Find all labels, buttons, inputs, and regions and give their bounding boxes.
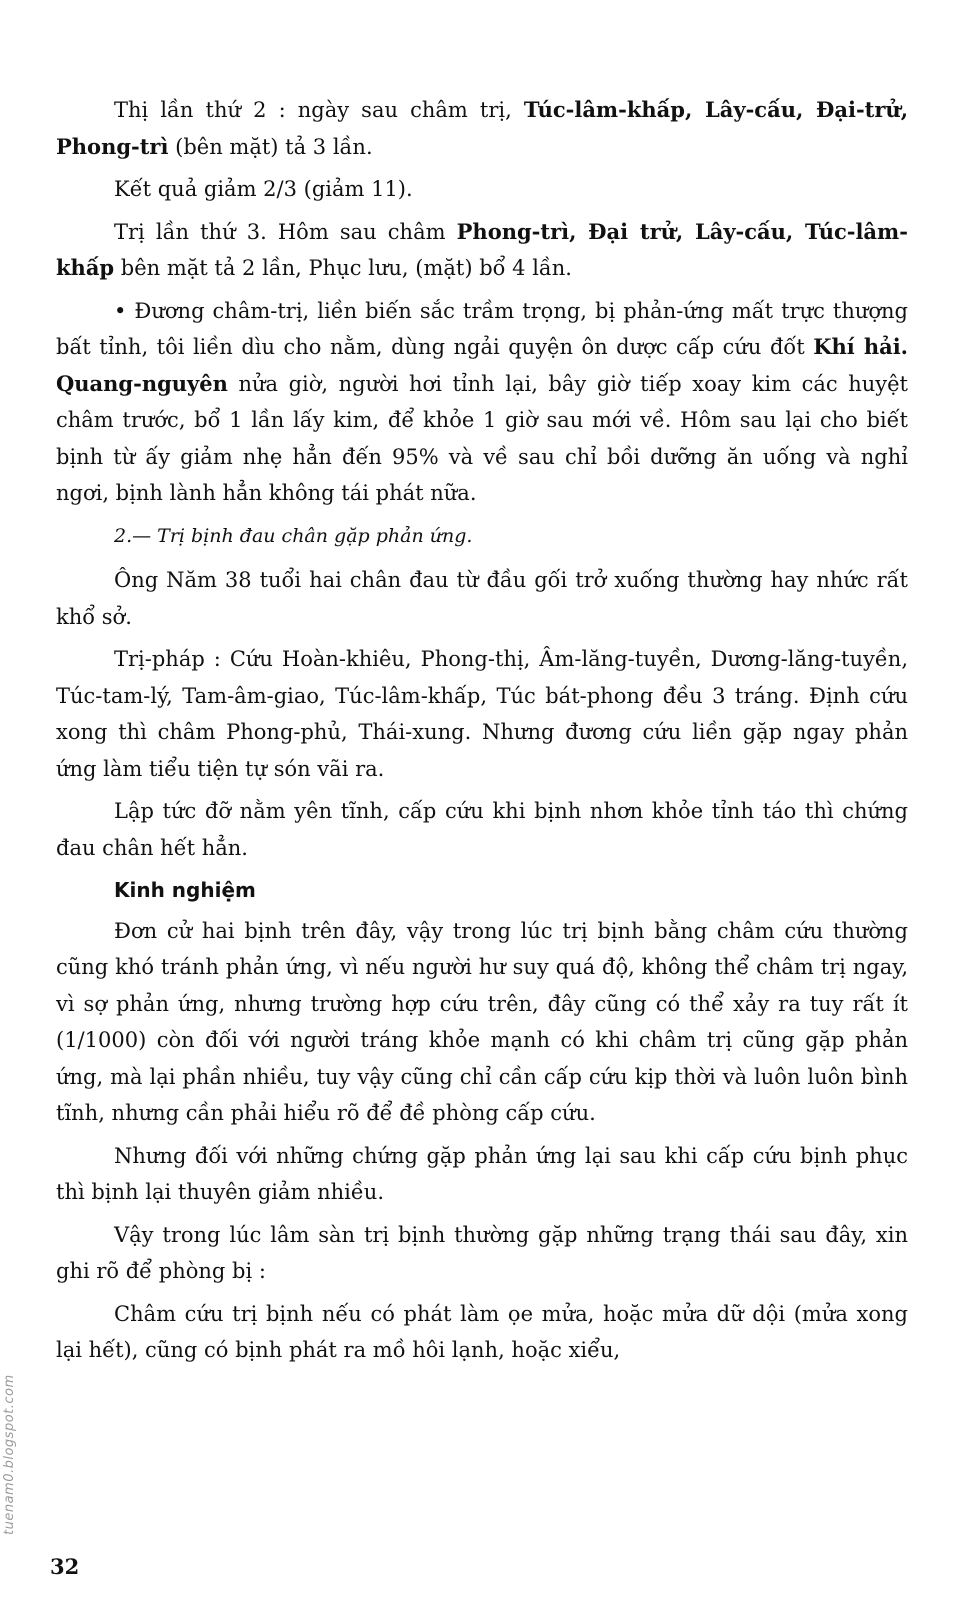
paragraph: Trị lần thứ 3. Hôm sau châm Phong-trì, Đại trử, Lây-cấu, Túc-lâm-khấp bên mặt tả 2 lần, Phục lưu, (mặt) bổ 4 lần. <box>56 218 908 280</box>
paragraph: Lập tức đỡ nằm yên tĩnh, cấp cứu khi bịnh nhơn khỏe tỉnh táo thì chứng đau chân hết hẳn. <box>56 799 908 860</box>
paragraph: Châm cứu trị bịnh nếu có phát làm ọe mửa, hoặc mửa dữ dội (mửa xong lại hết), cũng có bịnh phát ra mồ hôi lạnh, hoặc xiểu, <box>56 1301 908 1362</box>
paragraph: Vậy trong lúc lâm sàn trị bịnh thường gặp những trạng thái sau đây, xin ghi rõ để phòng bị : <box>56 1222 908 1283</box>
body-text <box>56 92 908 1369</box>
paragraph: • Đương châm-trị, liền biến sắc trầm trọng, bị phản-ứng mất trực thượng bất tỉnh, tôi liền dìu cho nằm, dùng ngải quyện ôn dược cấp cứu đốt Khí hải. Quang-nguyên nửa giờ, người hơi tỉnh lại, bây giờ tiếp xoay kim các huyệt châm trước, bổ 1 lần lấy kim, để khỏe 1 giờ sau mới về. Hôm sau lại cho biết bịnh từ ấy giảm nhẹ hẳn đến 95% và về sau chỉ bồi dưỡng ăn uống và nghỉ ngơi, bịnh lành hẳn không tái phát nữa. <box>56 298 908 505</box>
paragraph: Thị lần thứ 2 : ngày sau châm trị, Túc-lâm-khấp, Lây-cấu, Đại-trử, Phong-trì (bên mặt) tả 3 lần. <box>56 97 909 159</box>
experience-heading: Kinh nghiệm <box>114 878 256 902</box>
paragraph: Ông Năm 38 tuổi hai chân đau từ đầu gối trở xuống thường hay nhức rất khổ sở. <box>56 568 908 629</box>
paragraph: Trị-pháp : Cứu Hoàn-khiêu, Phong-thị, Âm-lăng-tuyền, Dương-lăng-tuyền, Túc-tam-lý, Tam-âm-giao, Túc-lâm-khấp, Túc bát-phong đều 3 tráng. Định cứu xong thì châm Phong-phủ, Thái-xung. Nhưng đương cứu liền gặp ngay phản ứng làm tiểu tiện tự són vãi ra. <box>56 647 908 781</box>
section-heading: 2.— Trị bịnh đau chân gặp phản ứng. <box>114 524 473 547</box>
paragraph: Đơn cử hai bịnh trên đây, vậy trong lúc trị bịnh bằng châm cứu thường cũng khó tránh phản ứng, vì nếu người hư suy quá độ, không thể châm trị ngay, vì sợ phản ứng, nhưng trường hợp cứu trên, đây cũng có thể xảy ra tuy rất ít (1/1000) còn đối với người tráng khỏe mạnh có khi châm trị cũng gặp phản ứng, mà lại phần nhiều, tuy vậy cũng chỉ cần cấp cứu kịp thời và luôn luôn bình tĩnh, nhưng cần phải hiểu rõ để đề phòng cấp cứu. <box>56 918 908 1125</box>
paragraph: Kết quả giảm 2/3 (giảm 11). <box>114 177 413 201</box>
page-number: 32 <box>50 1554 80 1579</box>
watermark: tuenam0.blogspot.com <box>2 1374 17 1536</box>
paragraph: Nhưng đối với những chứng gặp phản ứng lại sau khi cấp cứu bịnh phục thì bịnh lại thuyên giảm nhiều. <box>56 1143 908 1204</box>
